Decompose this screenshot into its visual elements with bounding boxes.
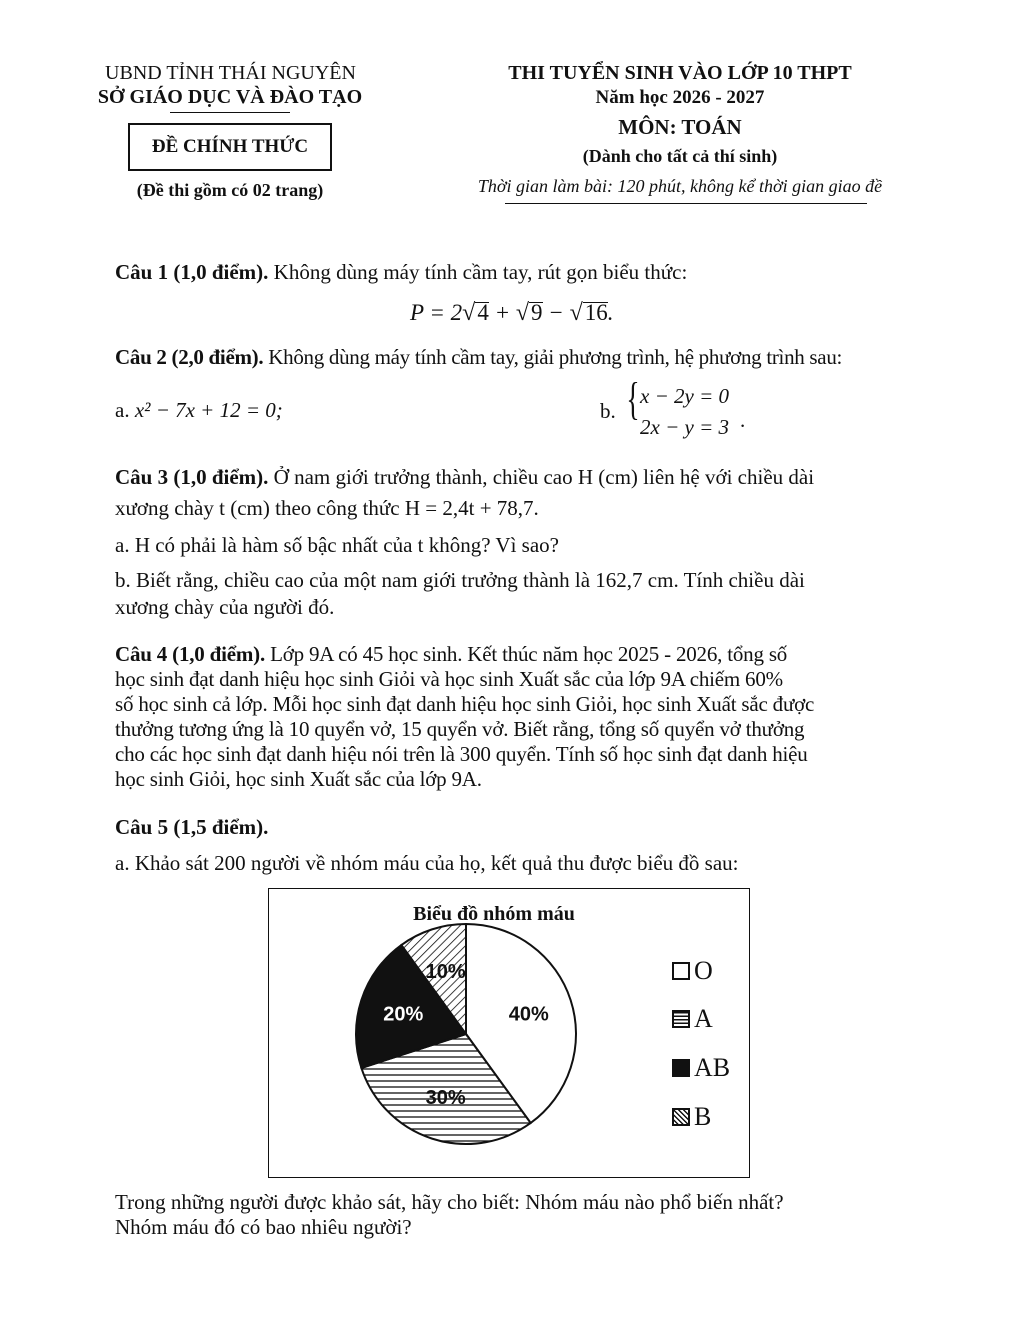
- legend-item-b: B: [672, 1102, 711, 1132]
- question-2a: a. x² − 7x + 12 = 0;: [115, 398, 283, 422]
- legend-item-ab: AB: [672, 1053, 730, 1083]
- legend-swatch-a: [672, 1010, 690, 1028]
- question-5a: a. Khảo sát 200 người về nhóm máu của họ, kết quả thu được biểu đồ sau:: [115, 851, 739, 875]
- pie-label-ab: 20%: [383, 1003, 424, 1026]
- legend-swatch-b: [672, 1108, 690, 1126]
- pie-label-a: 30%: [425, 1086, 466, 1109]
- pie-label-b: 10%: [425, 961, 466, 984]
- question-3b: b. Biết rằng, chiều cao của một nam giới trưởng thành là 162,7 cm. Tính chiều dài: [115, 568, 805, 592]
- question-2b: b. { x − 2y = 0 2x − y = 3 .: [600, 373, 746, 439]
- question-3a: a. H có phải là hàm số bậc nhất của t không? Vì sao?: [115, 533, 559, 557]
- legend-swatch-ab: [672, 1059, 690, 1077]
- legend-item-a: A: [672, 1004, 713, 1034]
- school-year: Năm học 2026 - 2027: [595, 87, 765, 108]
- system-brace: {: [626, 373, 640, 424]
- subject: MÔN: TOÁN: [618, 115, 742, 139]
- page-count: (Đề thi gồm có 02 trang): [136, 180, 324, 200]
- time-underline: [505, 203, 867, 204]
- question-2-text: Không dùng máy tính cầm tay, giải phương trình, hệ phương trình sau:: [263, 345, 843, 369]
- question-1: [115, 260, 910, 285]
- question-1-text: Không dùng máy tính cầm tay, rút gọn biểu thức:: [268, 260, 688, 284]
- system-eq1: x − 2y = 0: [640, 384, 729, 408]
- audience: (Dành cho tất cả thí sinh): [582, 146, 778, 166]
- question-5-followup: Trong những người được khảo sát, hãy cho biết: Nhóm máu nào phổ biến nhất? Nhóm máu đó có bao nhiêu người?: [115, 1190, 784, 1239]
- legend-item-o: O: [672, 956, 713, 986]
- question-1-title: Câu 1 (1,0 điểm).: [115, 260, 269, 284]
- question-5: [115, 815, 910, 876]
- question-1-expression: P = 2√4 + √9 − √16.: [410, 300, 614, 326]
- time-limit: Thời gian làm bài: 120 phút, không kể thời gian giao đề: [477, 176, 883, 196]
- chart-title: Biểu đồ nhóm máu: [413, 903, 575, 925]
- question-2a-equation: x² − 7x + 12 = 0;: [134, 398, 283, 422]
- question-4: Câu 4 (1,0 điểm). Lớp 9A có 45 học sinh. Kết thúc năm học 2025 - 2026, tổng số học sinh đạt danh hiệu học sinh Giỏi và học sinh Xuất sắc của lớp 9A chiếm 60% số học sinh cả lớp. Mỗi học sinh đạt danh hiệu học sinh Giỏi, học sinh Xuất sắc được thưởng tương ứng là 10 quyển vở, 15 quyển vở. Biết rằng, tổng số quyển vở thưởng cho các học sinh đạt danh hiệu nói trên là 300 quyển. Tính số học sinh đạt danh hiệu học sinh Giỏi, học sinh Xuất sắc của lớp 9A.: [115, 642, 815, 791]
- system-eq2: 2x − y = 3: [640, 415, 729, 439]
- issuer-line2: SỞ GIÁO DỤC VÀ ĐÀO TẠO: [97, 86, 363, 108]
- question-2-title: Câu 2 (2,0 điểm).: [115, 345, 264, 369]
- exam-title: THI TUYỂN SINH VÀO LỚP 10 THPT: [508, 62, 852, 84]
- official-stamp-box: ĐỀ CHÍNH THỨC: [128, 123, 332, 171]
- question-3-title: Câu 3 (1,0 điểm).: [115, 465, 269, 489]
- issuer-line1: UBND TỈNH THÁI NGUYÊN: [105, 62, 356, 84]
- question-5-title: Câu 5 (1,5 điểm).: [115, 815, 269, 839]
- question-2: [115, 345, 910, 370]
- pie-label-o: 40%: [508, 1003, 549, 1026]
- question-4-title: Câu 4 (1,0 điểm).: [115, 642, 266, 666]
- legend-swatch-o: [672, 962, 690, 980]
- question-3: Câu 3 (1,0 điểm). Ở nam giới trưởng thành, chiều cao H (cm) liên hệ với chiều dài xương chày t (cm) theo công thức H = 2,4t + 78,7. a. H có phải là hàm số bậc nhất của t không? Vì sao? b. Biết rằng, chiều cao của một nam giới trưởng thành là 162,7 cm. Tính chiều dài xương chày của người đó.: [115, 465, 910, 620]
- issuer-underline: [170, 112, 290, 113]
